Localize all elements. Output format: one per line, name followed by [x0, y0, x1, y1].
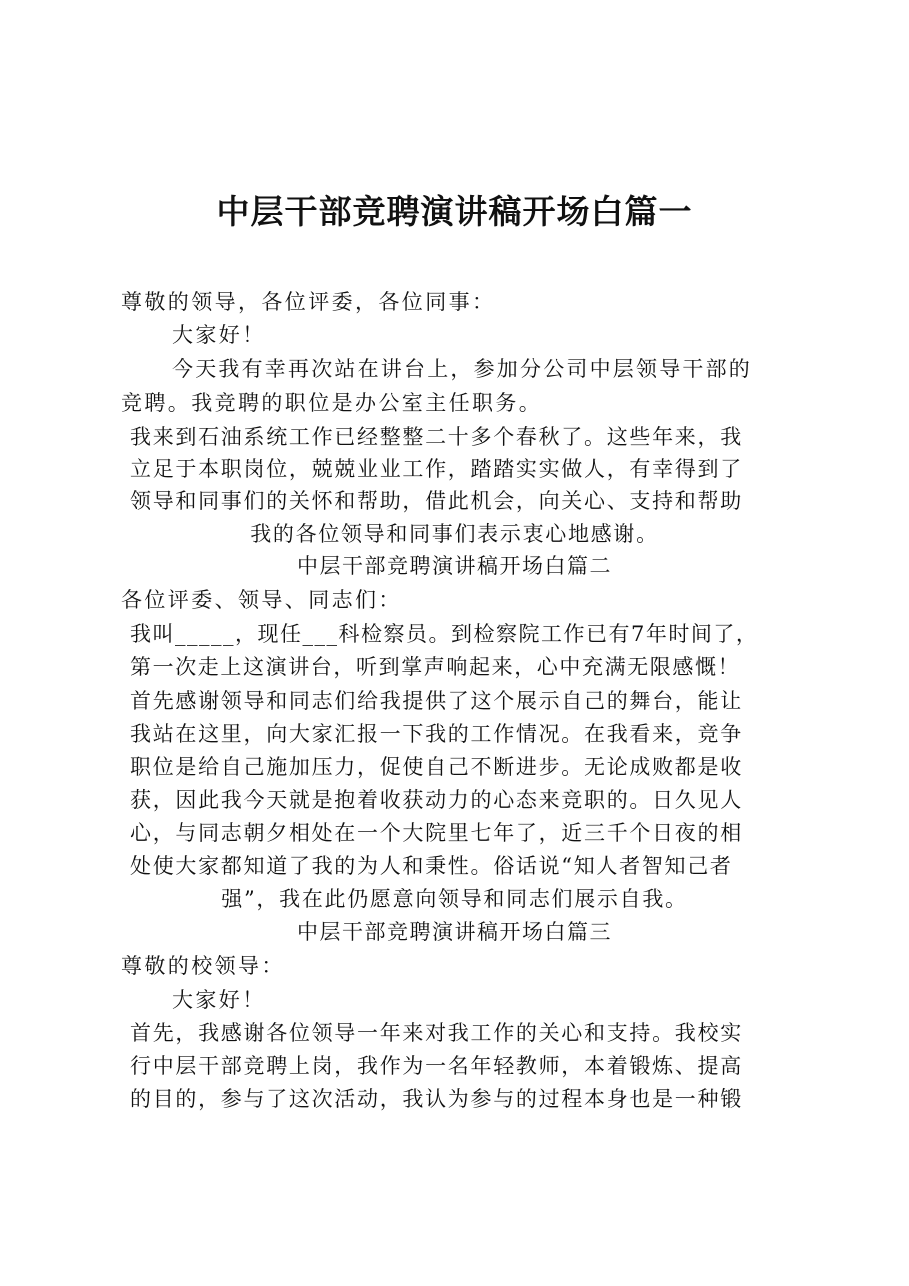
salutation-line: 各位评委、领导、同志们： — [121, 588, 402, 612]
paragraph-line: 心，与同志朝夕相处在一个大院里七年了，近三千个日夜的相 — [130, 821, 743, 845]
section-heading: 中层干部竞聘演讲稿开场白篇二 — [297, 554, 612, 578]
salutation-line: 尊敬的校领导： — [121, 954, 285, 978]
paragraph-line: 立足于本职岗位，兢兢业业工作，踏踏实实做人，有幸得到了 — [130, 457, 743, 481]
paragraph-line: 竞聘。我竞聘的职位是办公室主任职务。 — [121, 391, 543, 415]
paragraph-line: 我叫_____，现任___科检察员。到检察院工作已有7年时间了， — [130, 622, 759, 646]
paragraph-line: 处使大家都知道了我的为人和秉性。俗话说“知人者智知己者 — [130, 854, 733, 878]
paragraph-line: 首先感谢领导和同志们给我提供了这个展示自己的舞台，能让 — [130, 689, 743, 713]
paragraph-line: 我来到石油系统工作已经整整二十多个春秋了。这些年来，我 — [130, 425, 743, 449]
paragraph-line: 的目的，参与了这次活动，我认为参与的过程本身也是一种锻 — [130, 1087, 743, 1111]
salutation-line: 尊敬的领导，各位评委，各位同事： — [121, 290, 496, 314]
section-heading: 中层干部竞聘演讲稿开场白篇三 — [297, 920, 612, 944]
paragraph-line: 领导和同事们的关怀和帮助，借此机会，向关心、支持和帮助 — [130, 489, 743, 513]
paragraph-line: 获，因此我今天就是抱着收获动力的心态来竞职的。日久见人 — [130, 788, 743, 812]
paragraph-line: 今天我有幸再次站在讲台上，参加分公司中层领导干部的 — [172, 357, 752, 381]
paragraph-line: 我的各位领导和同事们表示衷心地感谢。 — [250, 522, 659, 546]
paragraph-line: 职位是给自己施加压力，促使自己不断进步。无论成败都是收 — [130, 755, 743, 779]
greeting-line: 大家好！ — [172, 323, 266, 347]
paragraph-line: 我站在这里，向大家汇报一下我的工作情况。在我看来，竞争 — [130, 722, 743, 746]
paragraph-line: 第一次走上这演讲台，听到掌声响起来，心中充满无限感慨！ — [130, 655, 741, 679]
paragraph-line: 强”，我在此仍愿意向领导和同志们展示自我。 — [221, 887, 688, 911]
document-title: 中层干部竞聘演讲稿开场白篇一 — [216, 192, 693, 231]
paragraph-line: 行中层干部竞聘上岗，我作为一名年轻教师，本着锻炼、提高 — [130, 1054, 743, 1078]
paragraph-line: 首先，我感谢各位领导一年来对我工作的关心和支持。我校实 — [130, 1021, 743, 1045]
greeting-line: 大家好！ — [172, 988, 266, 1012]
